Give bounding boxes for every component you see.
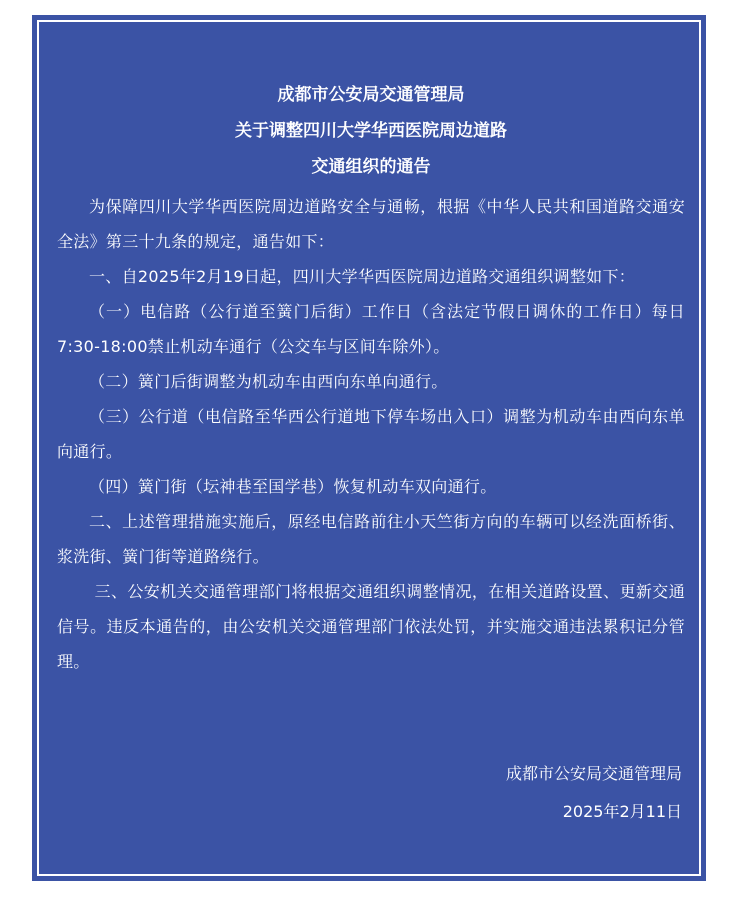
- intro-paragraph: 为保障四川大学华西医院周边道路安全与通畅，根据《中华人民共和国道路交通安全法》第三十九条的规定，通告如下：: [57, 197, 685, 251]
- title-line-subject: 关于调整四川大学华西医院周边道路: [235, 121, 507, 141]
- item-two-paragraph: （二）簧门后街调整为机动车由西向东单向通行。: [89, 372, 448, 391]
- notice-panel: [32, 15, 706, 881]
- item-three-paragraph: （三）公行道（电信路至华西公行道地下停车场出入口）调整为机动车由西向东单向通行。: [57, 407, 685, 461]
- signature-date: 2025年2月11日: [562, 802, 682, 821]
- section-three-paragraph: 三、公安机关交通管理部门将根据交通组织调整情况，在相关道路设置、更新交通信号。违反本通告的，由公安机关交通管理部门依法处罚，并实施交通违法累积记分管理。: [57, 582, 685, 671]
- section-two-paragraph: 二、上述管理措施实施后，原经电信路前往小天竺街方向的车辆可以经洗面桥街、浆洗街、簧门街等道路绕行。: [57, 512, 685, 566]
- item-one-paragraph: （一）电信路（公行道至簧门后街）工作日（含法定节假日调休的工作日）每日7:30-18:00禁止机动车通行（公交车与区间车除外）。: [57, 302, 685, 356]
- item-four-paragraph: （四）簧门街（坛神巷至国学巷）恢复机动车双向通行。: [89, 477, 497, 496]
- signature-organization: 成都市公安局交通管理局: [505, 764, 682, 783]
- notice-content: [57, 77, 685, 679]
- section-one-paragraph: 一、自2025年2月19日起，四川大学华西医院周边道路交通组织调整如下：: [89, 267, 636, 286]
- notice-inner-border: [37, 20, 701, 876]
- notice-title: [57, 77, 685, 185]
- title-line-issuer: 成都市公安局交通管理局: [277, 85, 465, 105]
- title-line-notice: 交通组织的通告: [311, 157, 431, 177]
